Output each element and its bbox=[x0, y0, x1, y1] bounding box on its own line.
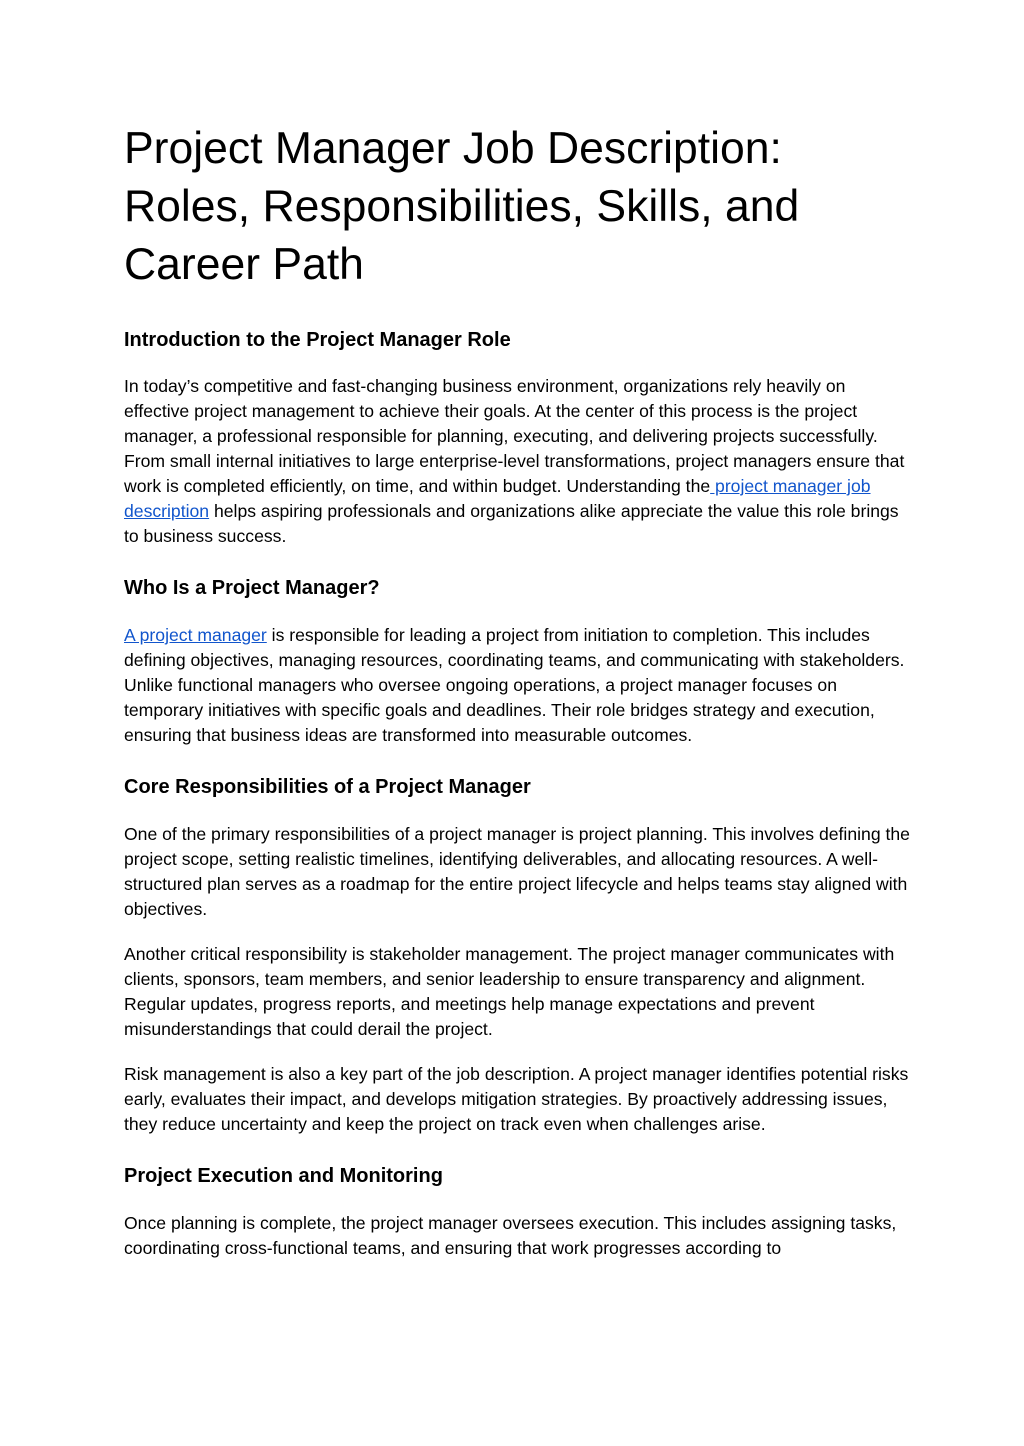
section-heading-who-is-a-project-manager: Who Is a Project Manager? bbox=[124, 577, 380, 599]
paragraph-who-is-a-project-manager bbox=[124, 623, 914, 748]
section-heading-core-responsibilities: Core Responsibilities of a Project Manager bbox=[124, 776, 531, 798]
link-a-project-manager[interactable]: A project manager bbox=[124, 625, 267, 645]
link-project-manager-job-description[interactable]: project manager job description bbox=[124, 476, 871, 521]
paragraph-text: In today’s competitive and fast-changing business environment, organizations rely heavily on effective project management to achieve their goals. At the center of this process is the project manager, a professional responsible for planning, executing, and delivering projects successfully. From small internal initiatives to large enterprise-level transformations, project managers ensure that work is completed efficiently, on time, and within budget. Understanding the bbox=[124, 376, 905, 496]
document-title: Project Manager Job Description: Roles, Responsibilities, Skills, and Career Path bbox=[124, 124, 800, 289]
paragraph-introduction bbox=[124, 374, 914, 549]
paragraph-project-planning: One of the primary responsibilities of a project manager is project planning. This involves defining the project scope, setting realistic timelines, identifying deliverables, and allocating resources. A well-structured plan serves as a roadmap for the entire project lifecycle and helps teams stay aligned with objectives. bbox=[124, 824, 910, 919]
section-heading-project-execution: Project Execution and Monitoring bbox=[124, 1165, 443, 1187]
paragraph-stakeholder-management: Another critical responsibility is stakeholder management. The project manager communicates with clients, sponsors, team members, and senior leadership to ensure transparency and alignment. Regular updates, progress reports, and meetings help manage expectations and prevent misunderstandings that could derail the project. bbox=[124, 944, 895, 1039]
paragraph-text: helps aspiring professionals and organizations alike appreciate the value this role brings to business success. bbox=[124, 501, 899, 546]
paragraph-risk-management: Risk management is also a key part of the job description. A project manager identifies potential risks early, evaluates their impact, and develops mitigation strategies. By proactively addressing issues, they reduce uncertainty and keep the project on track even when challenges arise. bbox=[124, 1064, 909, 1134]
paragraph-project-execution: Once planning is complete, the project manager oversees execution. This includes assigning tasks, coordinating cross-functional teams, and ensuring that work progresses according to bbox=[124, 1213, 897, 1258]
document-page bbox=[124, 120, 914, 1261]
section-heading-introduction: Introduction to the Project Manager Role bbox=[124, 329, 511, 351]
paragraph-text: is responsible for leading a project from initiation to completion. This includes defining objectives, managing resources, coordinating teams, and communicating with stakeholders. Unlike functional managers who oversee ongoing operations, a project manager focuses on temporary initiatives with specific goals and deadlines. Their role bridges strategy and execution, ensuring that business ideas are transformed into measurable outcomes. bbox=[124, 625, 905, 745]
